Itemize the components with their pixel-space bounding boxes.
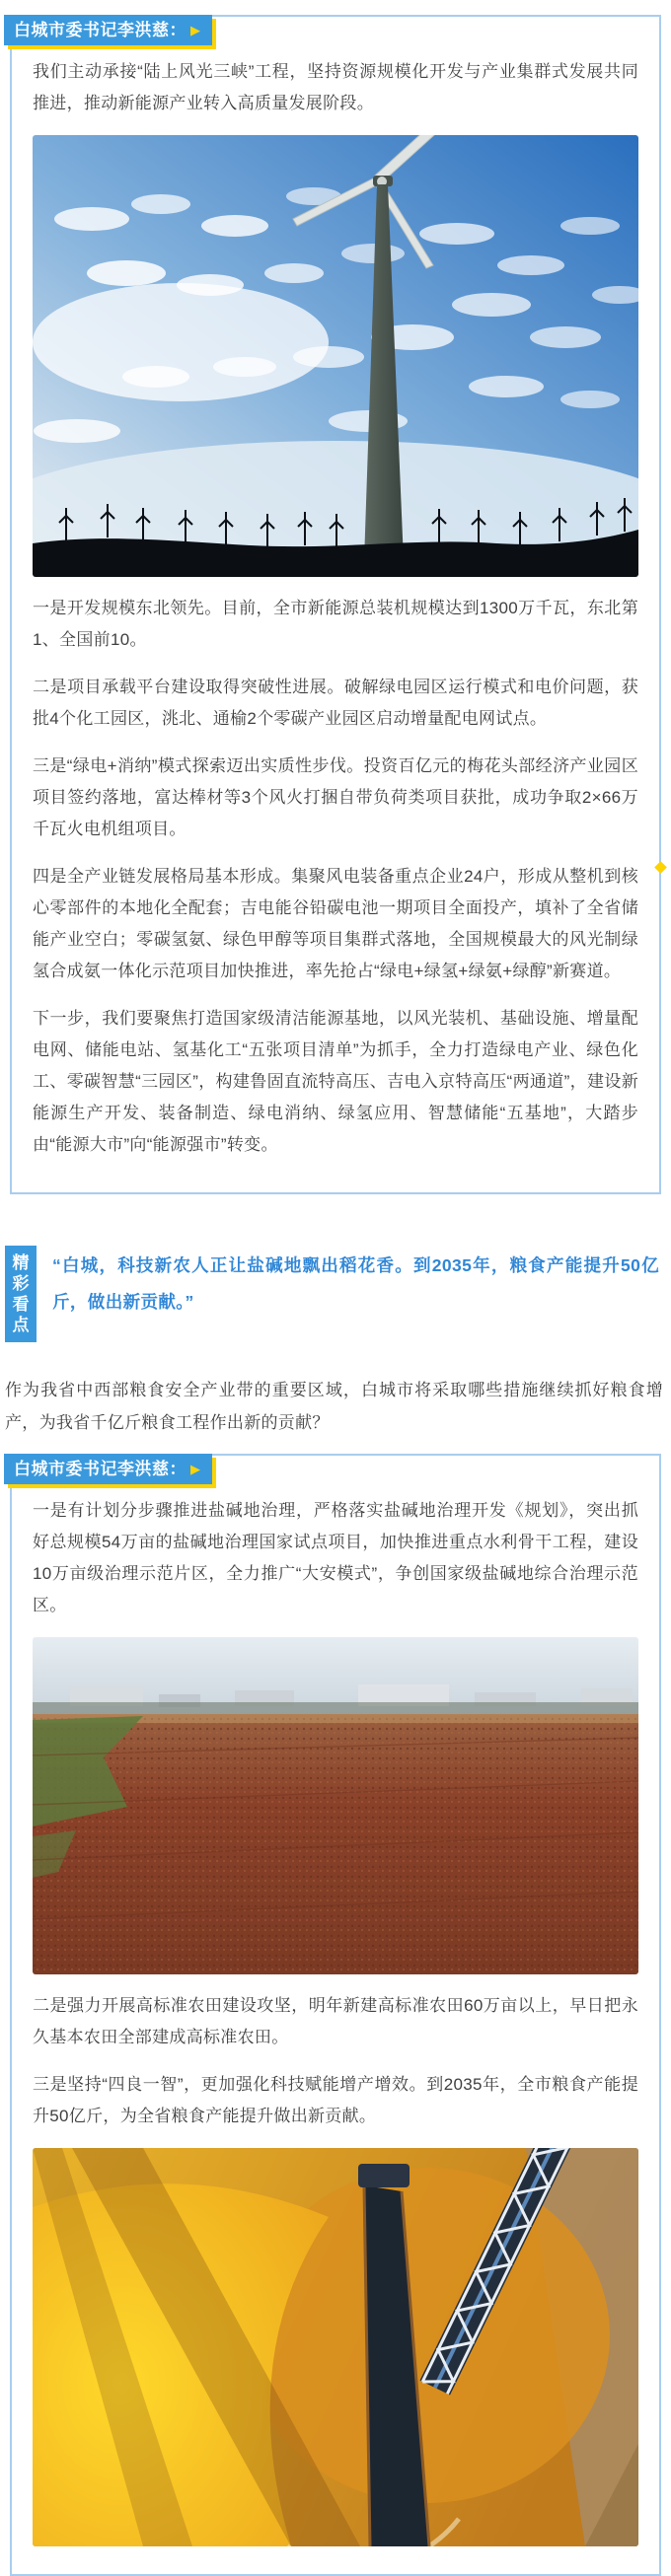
paragraph: 二是强力开展高标准农田建设攻坚，明年新建高标准农田60万亩以上，早日把永久基本农田全部建成高标准农田。 bbox=[33, 1996, 638, 2046]
highlight-vertical-label: 精彩看点 bbox=[5, 1246, 37, 1342]
speaker-label-text: 白城市委书记李洪慈： bbox=[14, 21, 186, 39]
play-arrow-icon: ▶ bbox=[190, 23, 201, 37]
paragraph: 下一步，我们要聚焦打造国家级清洁能源基地，以风光装机、基础设施、增量配电网、储能电站、氢基化工“五张项目清单”为抓手，全力打造绿电产业、绿色化工、零碳智慧“三园区”，构建鲁固直流特高压、吉电入京特高压“两通道”，建设新能源生产开发、装备制造、绿电消纳、绿氢应用、智慧储能“五基地”，大踏步由“能源大市”向“能源强市”转变。 bbox=[33, 1009, 638, 1154]
paragraph: 三是“绿电+消纳”模式探索迈出实质性步伐。投资百亿元的梅花头部经济产业园区项目签约落地，富达棒材等3个风火打捆自带负荷类项目获批，成功争取2×66万千瓦火电机组项目。 bbox=[33, 756, 638, 838]
sorghum-field-photo bbox=[33, 1637, 638, 1974]
speaker-label bbox=[4, 15, 212, 45]
grain-piles-photo bbox=[33, 2148, 638, 2546]
interview-question: 作为我省中西部粮食安全产业带的重要区域，白城市将采取哪些措施继续抓好粮食增产，为我省千亿斤粮食工程作出新的贡献？ bbox=[5, 1381, 663, 1432]
play-arrow-icon: ▶ bbox=[190, 1462, 201, 1476]
speaker-label-text: 白城市委书记李洪慈： bbox=[14, 1460, 186, 1478]
paragraph: 一是开发规模东北领先。目前，全市新能源总装机规模达到1300万千瓦，东北第1、全国前10。 bbox=[33, 599, 638, 649]
paragraph: 我们主动承接“陆上风光三峡”工程，坚持资源规模化开发与产业集群式发展共同推进，推动新能源产业转入高质量发展阶段。 bbox=[33, 62, 638, 112]
paragraph: 一是有计划分步骤推进盐碱地治理，严格落实盐碱地治理开发《规划》，突出抓好总规模54万亩的盐碱地治理国家试点项目，加快推进重点水利骨干工程，建设10万亩级治理示范片区，全力推广“大安模式”，争创国家级盐碱地综合治理示范区。 bbox=[33, 1501, 638, 1614]
speaker-section-1 bbox=[0, 15, 671, 1194]
paragraph: 四是全产业链发展格局基本形成。集聚风电装备重点企业24户，形成从整机到核心零部件的本地化全配套；吉电能谷铅碳电池一期项目全面投产，填补了全省储能产业空白；零碳氢氨、绿色甲醇等项目集群式落地，全国规模最大的风光制绿氢合成氨一体化示范项目加快推进，率先抢占“绿电+绿氢+绿氨+绿醇”新赛道。 bbox=[33, 867, 638, 980]
content-box-1 bbox=[10, 15, 661, 1194]
wind-turbine-photo bbox=[33, 135, 638, 577]
speaker-label bbox=[4, 1454, 212, 1484]
paragraph: 二是项目承载平台建设取得突破性进展。破解绿电园区运行模式和电价问题，获批4个化工园区，洮北、通榆2个零碳产业园区启动增量配电网试点。 bbox=[33, 678, 638, 728]
decor-diamond bbox=[654, 861, 667, 874]
content-box-2 bbox=[10, 1454, 661, 2576]
highlight-quote: “白城，科技新农人正让盐碱地飘出稻花香。到2035年，粮食产能提升50亿斤，做出新贡献。” bbox=[52, 1255, 659, 1312]
highlight-section bbox=[5, 1246, 659, 1342]
speaker-section-2 bbox=[0, 1454, 671, 2576]
paragraph: 三是坚持“四良一智”，更加强化科技赋能增产增效。到2035年，全市粮食产能提升50亿斤，为全省粮食产能提升做出新贡献。 bbox=[33, 2075, 638, 2125]
